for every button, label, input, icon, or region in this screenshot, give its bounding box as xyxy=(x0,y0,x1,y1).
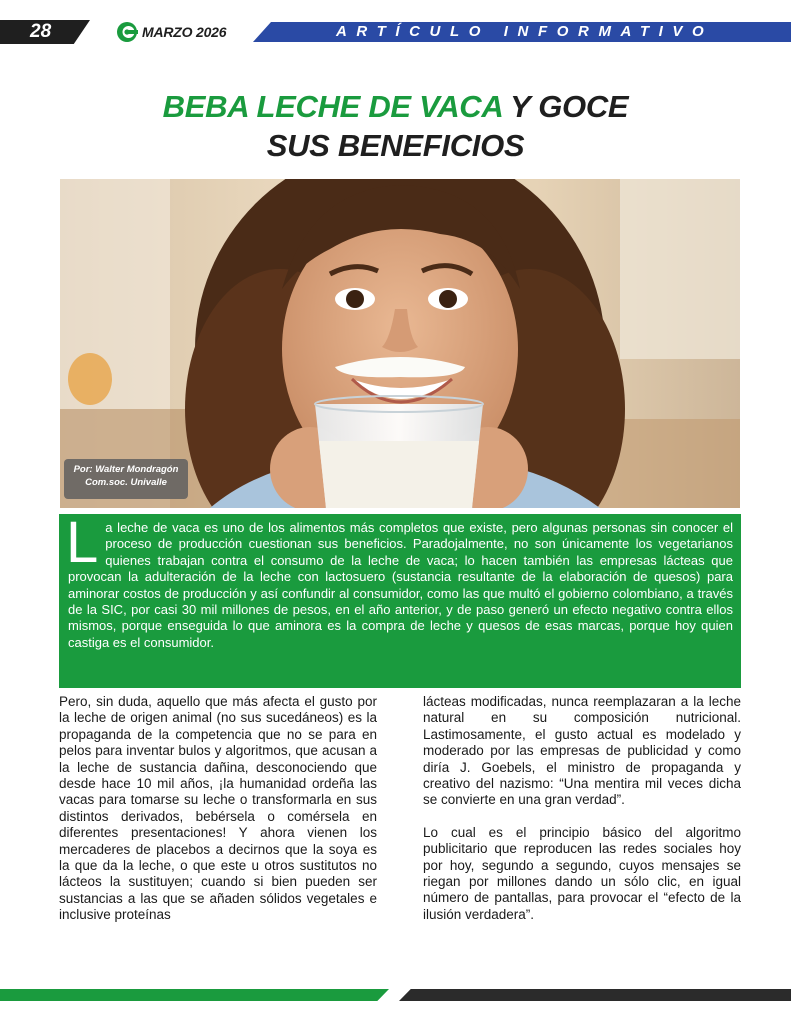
photo-credit-author: Por: Walter Mondragón xyxy=(73,464,179,475)
body-paragraph: Lo cual es el principio básico del algoritmo publicitario que reproducen las redes sociales hoy por hoy, segundo a segundo, cuyos mensajes se riegan por millones dando un sólo clic, en igual número de pantallas, para provocar el “efecto de la ilusión verdadera”. xyxy=(423,824,741,922)
body-paragraph: Pero, sin duda, aquello que más afecta el gusto por la leche de origen animal (no sus sucedáneos) es la propaganda de la competencia que no se para en pelos para inventar bulos y algoritmos, que acusan a la leche de sustancia dañina, desconociendo que desde hace 10 mil años, ¡la humanidad ordeña las vacas para tomarse su leche o transformarla en sus distintos derivados, bebérsela o comérsela en diferentes presentaciones! Y ahora vienen los mercaderes de placebos a decirnos que la soya es la que da la leche, o que este u otros sustitutos no lácteos la sustituyen; cuando si bien pueden ser sustancias a las que se añaden sólidos vegetales e inclusive proteínas xyxy=(59,694,377,923)
section-label: ARTÍCULO INFORMATIVO xyxy=(336,23,714,40)
intro-box xyxy=(59,510,741,688)
page-number: 28 xyxy=(30,21,52,42)
drop-cap: L xyxy=(66,510,99,575)
issue-date: MARZO 2026 xyxy=(142,24,227,40)
body-column-left xyxy=(59,694,377,924)
footer-bar-green xyxy=(0,989,389,1001)
body-column-right xyxy=(423,694,741,923)
photo-credit-affiliation: Com.soc. Univalle xyxy=(85,477,167,488)
article-title-line2: SUS BENEFICIOS xyxy=(266,128,525,163)
article-title-line1 xyxy=(0,89,791,125)
article-title-rest: Y GOCE xyxy=(502,89,629,124)
body-paragraph: lácteas modificadas, nunca reemplazaran a la leche natural en su composición nutricional. Lastimosamente, el gusto actual es modelado y moderado por las empresas de publicidad y como diría J. Goebels, el ministro de propaganda y creativo del nazismo: “Una mentira mil veces dicha se convierte en una gran verdad”. xyxy=(423,694,741,808)
intro-text: a leche de vaca es uno de los alimentos más completos que existe, pero algunas personas sin conocer el proceso de producción cuestionan sus beneficios. Paradojalmente, no son únicamente los vegetarianos quienes trabajan contra el consumo de la leche de vaca; lo hacen también las empresas lácteas que provocan la adulteración de la leche con lactosuero (sustancia resultante de la elaboración de quesos) para aminorar costos de producción y así confundir al consumidor, como las que multó el gobierno colombiano, a través de la SIC, por casi 30 mil millones de pesos, en el año anterior, y de paso generó un efecto negativo contra ellos mismos, porque enseguida lo que aminora es la compra de leche y quesos de esas marcas, porque hoy quien castiga es el consumidor. xyxy=(68,520,733,650)
photo-credit xyxy=(64,459,188,499)
article-title-highlight: BEBA LECHE DE VACA xyxy=(162,89,503,124)
footer-bar-dark xyxy=(399,989,791,1001)
publication-logo-icon xyxy=(116,21,138,43)
